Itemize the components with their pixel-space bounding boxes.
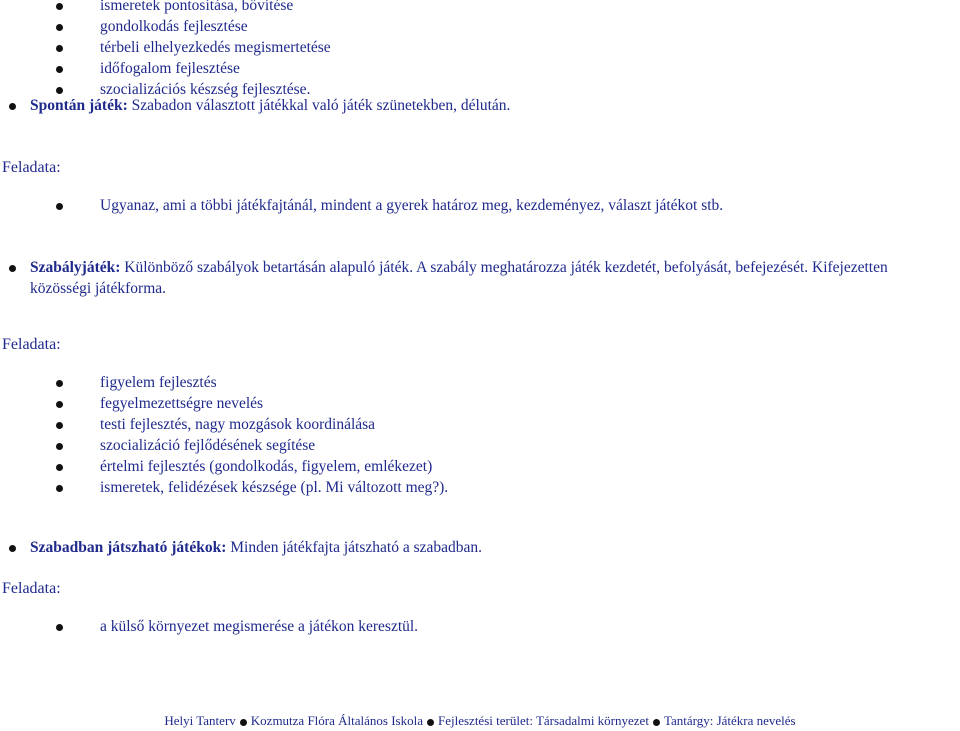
- bullet-icon: [9, 265, 16, 272]
- footer-part: Kozmutza Flóra Általános Iskola: [250, 713, 423, 728]
- footer-part: Fejlesztési terület: Társadalmi környezet: [438, 713, 649, 728]
- bullet-icon: [56, 45, 63, 52]
- list-item: időfogalom fejlesztése: [100, 60, 240, 77]
- list-item: értelmi fejlesztés (gondolkodás, figyelem, emlékezet): [100, 458, 433, 475]
- bullet-icon: [240, 719, 247, 726]
- bullet-icon: [56, 422, 63, 429]
- footer-part: Tantárgy: Játékra nevelés: [663, 713, 796, 728]
- list-item: a külső környezet megismerése a játékon keresztül.: [100, 618, 419, 635]
- page-footer: [0, 713, 960, 729]
- list-item: ismeretek pontosítása, bővítése: [100, 0, 294, 14]
- list-item: szocializáció fejlődésének segítése: [100, 437, 316, 454]
- bullet-icon: [56, 3, 63, 10]
- bullet-icon: [9, 545, 16, 552]
- szabadban-text: Minden játékfajta játszható a szabadban.: [226, 539, 483, 556]
- spontan-jatek-text: Szabadon választott játékkal való játék szünetekben, délután.: [127, 97, 511, 114]
- list-item: fegyelmezettségre nevelés: [100, 395, 264, 412]
- szabalyjatek-continuation: közösségi játékforma.: [30, 280, 167, 297]
- bullet-icon: [56, 401, 63, 408]
- spontan-jatek-paragraph: [30, 96, 510, 116]
- bullet-icon: [9, 103, 16, 110]
- list-item: gondolkodás fejlesztése: [100, 18, 248, 35]
- list-item: Ugyanaz, ami a többi játékfajtánál, mindent a gyerek határoz meg, kezdeményez, választ játékot stb.: [100, 197, 724, 214]
- list-item: testi fejlesztés, nagy mozgások koordinálása: [100, 416, 376, 433]
- szabadban-paragraph: [30, 538, 482, 558]
- feladata-heading: Feladata:: [2, 580, 61, 597]
- bullet-icon: [56, 87, 63, 94]
- szabalyjatek-text: Különböző szabályok betartásán alapuló játék. A szabály meghatározza játék kezdetét, befolyását, befejezését. Kifejezetten: [120, 259, 888, 276]
- bullet-icon: [56, 66, 63, 73]
- list-item: ismeretek, felidézések készsége (pl. Mi változott meg?).: [100, 479, 449, 496]
- footer-part: Helyi Tanterv: [164, 713, 236, 728]
- bullet-icon: [56, 24, 63, 31]
- spontan-jatek-term: Spontán játék:: [30, 97, 128, 114]
- szabalyjatek-term: Szabályjáték:: [30, 259, 121, 276]
- bullet-icon: [56, 485, 63, 492]
- bullet-icon: [56, 380, 63, 387]
- list-item: szocializációs készség fejlesztése.: [100, 81, 311, 98]
- bullet-icon: [56, 443, 63, 450]
- szabalyjatek-paragraph: [30, 258, 888, 278]
- feladata-heading: Feladata:: [2, 336, 61, 353]
- list-item: figyelem fejlesztés: [100, 374, 217, 391]
- bullet-icon: [56, 203, 63, 210]
- feladata-heading: Feladata:: [2, 159, 61, 176]
- bullet-icon: [427, 719, 434, 726]
- szabadban-term: Szabadban játszható játékok:: [30, 539, 227, 556]
- bullet-icon: [56, 464, 63, 471]
- bullet-icon: [56, 624, 63, 631]
- list-item: térbeli elhelyezkedés megismertetése: [100, 39, 331, 56]
- bullet-icon: [653, 719, 660, 726]
